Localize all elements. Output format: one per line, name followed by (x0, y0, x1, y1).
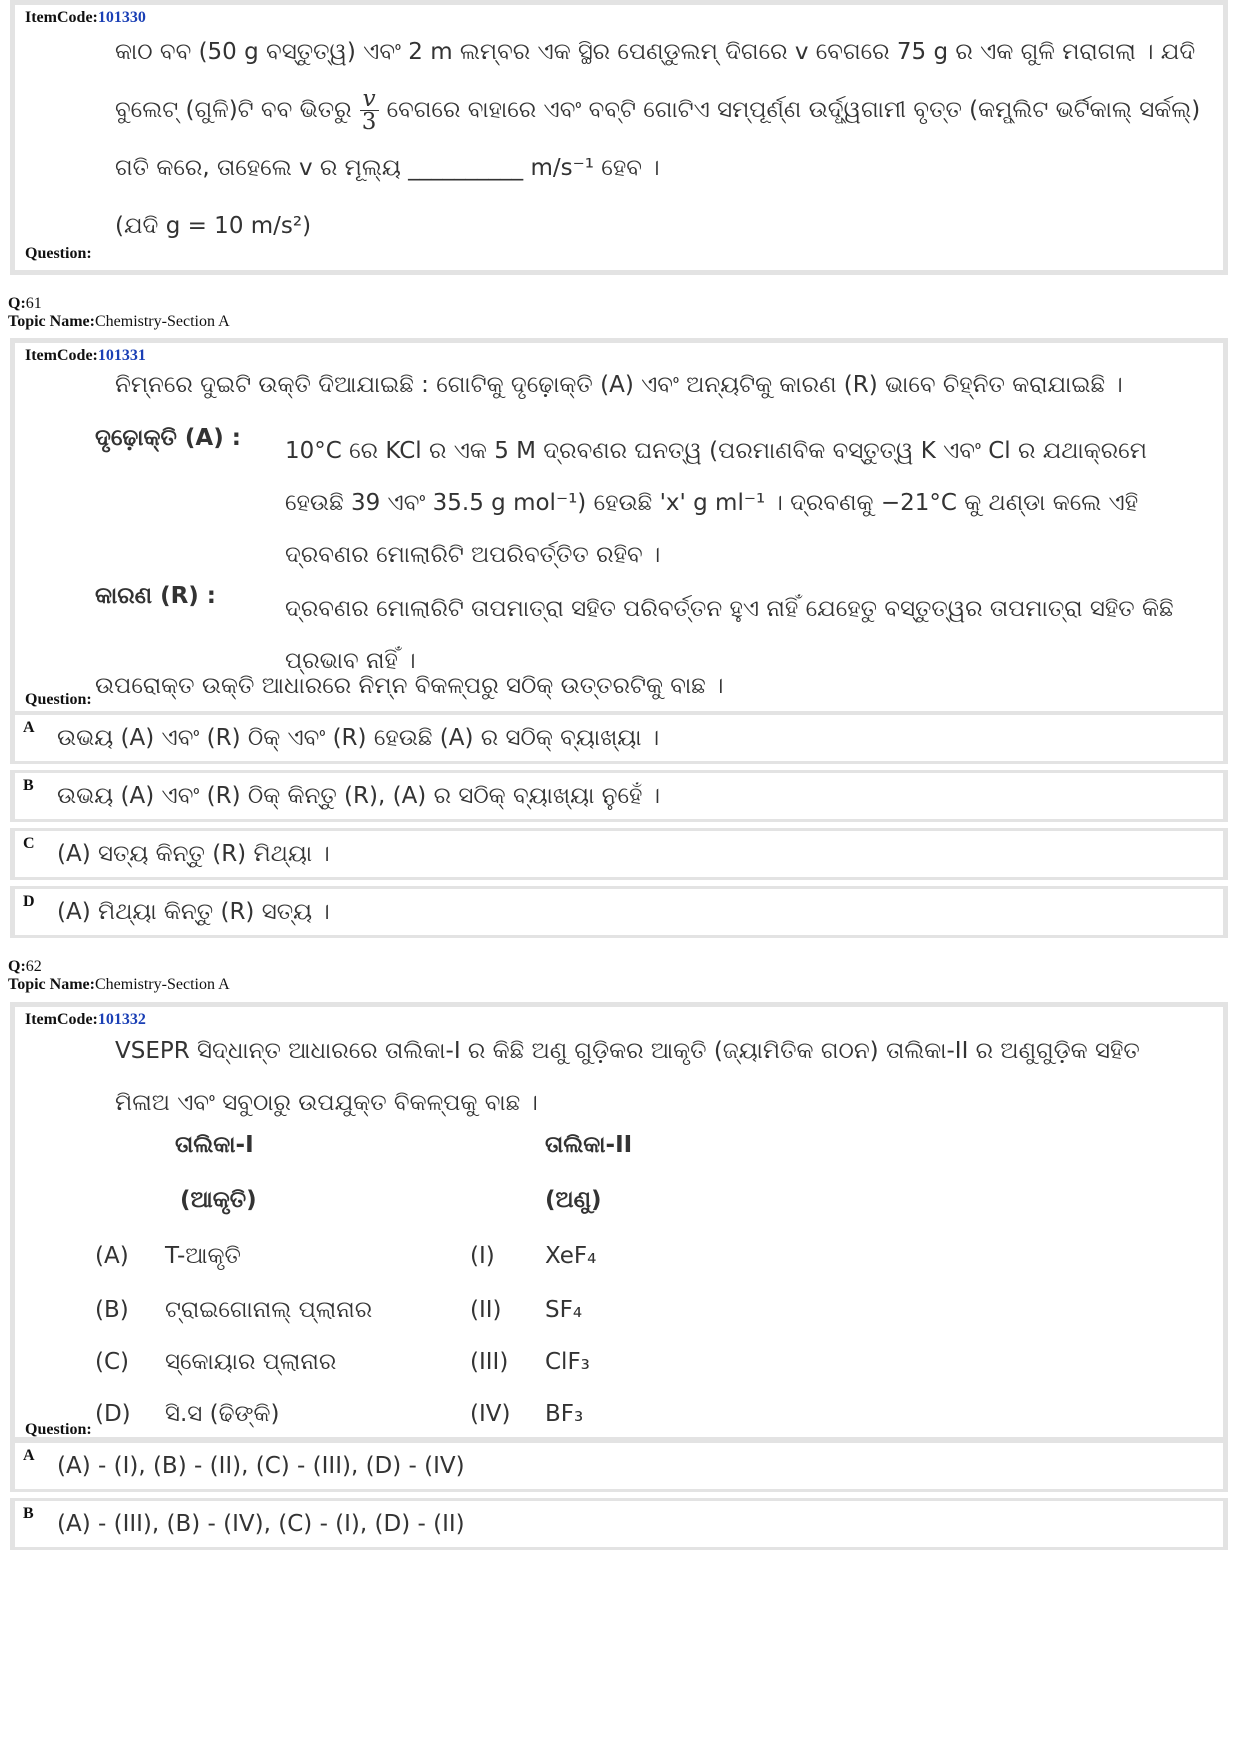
assertion-text: 10°C ରେ KCl ର ଏକ 5 M ଦ୍ରବଣର ଘନତ୍ୱ (ପରମାଣବିକ ବସ୍ତୁତ୍ୱ K ଏବଂ Cl ର ଯଥାକ୍ରମେ ହେଉଛି 39 ଏବଂ 35.5 g mol⁻¹) ହେଉଛି 'x' g ml⁻¹ । ଦ୍ରବଣକୁ −21°C କୁ ଥଣ୍ଡା କଲେ ଏହି ଦ୍ରବଣର ମୋଲାରିଟି ଅପରିବର୍ତ୍ତିତ ରହିବ । (285, 438, 1147, 568)
list1-key: (A) (95, 1243, 129, 1269)
list2-key: (III) (470, 1349, 509, 1375)
question-label: Question: (25, 245, 92, 262)
list1-key: (D) (95, 1401, 131, 1427)
topic-name: Chemistry-Section A (94, 313, 230, 330)
list2-key: (II) (470, 1297, 502, 1323)
intro-line: ନିମ୍ନରେ ଦୁଇଟି ଉକ୍ତି ଦିଆଯାଇଛି : ଗୋଟିକୁ ଦୃଢ଼ୋକ୍ତି (A) ଏବଂ ଅନ୍ୟଟିକୁ କାରଣ (R) ଭାବେ ଚିହ୍ନିତ କରାଯାଇଛି । (115, 372, 1123, 398)
itemcode-line: ItemCode:101331 (25, 347, 146, 364)
question-text (115, 23, 1203, 255)
itemcode-label: ItemCode: (25, 9, 98, 26)
list1-value: ସ୍କୋୟାର ପ୍ଲାନାର (165, 1349, 337, 1375)
list1-title: ତାଲିକା-I (175, 1132, 254, 1158)
itemcode-value: 101330 (97, 9, 146, 26)
itemcode-value: 101332 (97, 1011, 146, 1028)
reason-text: ଦ୍ରବଣର ମୋଲାରିଟି ତାପମାତ୍ରା ସହିତ ପରିବର୍ତ୍ତନ ହୁଏ ନାହିଁ ଯେହେତୁ ବସ୍ତୁତ୍ୱର ତାପମାତ୍ରା ସହିତ କିଛି ପ୍ରଭାବ ନାହିଁ । (285, 596, 1174, 674)
instruction-line: ଉପରୋକ୍ତ ଉକ୍ତି ଆଧାରରେ ନିମ୍ନ ବିକଳ୍ପରୁ ସଠିକ୍ ଉତ୍ତରଟିକୁ ବାଛ । (95, 673, 724, 699)
assertion-label: ଦୃଢ଼ୋକ୍ତି (A) : (95, 425, 241, 451)
list2-value: ClF₃ (545, 1349, 590, 1375)
reason-label: କାରଣ (R) : (95, 583, 217, 609)
list2-subtitle: (ଅଣୁ) (545, 1187, 602, 1213)
list2-value: BF₃ (545, 1401, 584, 1427)
question-label: Question: (25, 691, 92, 708)
list1-key: (B) (95, 1297, 129, 1323)
list2-key: (I) (470, 1243, 495, 1269)
question-line-4: (ଯଦି g = 10 m/s²) (115, 213, 312, 239)
question-block-62 (10, 1002, 1228, 1442)
list1-key: (C) (95, 1349, 130, 1375)
option-b[interactable]: B (A) - (III), (B) - (IV), (C) - (I), (D) - (II) (10, 1498, 1228, 1550)
q62-meta: Q:62 Topic Name:Chemistry-Section A (8, 958, 230, 993)
question-block-60 (10, 0, 1228, 275)
option-c[interactable]: C (A) ସତ୍ୟ କିନ୍ତୁ (R) ମିଥ୍ୟା । (10, 828, 1228, 880)
itemcode-line: ItemCode:101332 (25, 1011, 146, 1028)
question-number: 61 (25, 295, 42, 312)
option-a[interactable]: A ଉଭୟ (A) ଏବଂ (R) ଠିକ୍ ଏବଂ (R) ହେଉଛି (A) ର ସଠିକ୍ ବ୍ୟାଖ୍ୟା । (10, 712, 1228, 764)
question-number: 62 (25, 958, 42, 975)
list2-title: ତାଲିକା-II (545, 1132, 633, 1158)
question-line-3: ଗତି କରେ, ତାହେଲେ v ର ମୂଲ୍ୟ __________ m/s⁻¹ ହେବ । (115, 155, 660, 181)
list1-value: ଟ୍ରାଇଗୋନାଲ୍ ପ୍ଲାନାର (165, 1297, 373, 1323)
question-label: Question: (25, 1421, 92, 1438)
question-text: VSEPR ସିଦ୍ଧାନ୍ତ ଆଧାରରେ ତାଲିକା-I ର କିଛି ଅଣୁ ଗୁଡ଼ିକର ଆକୃତି (ଜ୍ୟାମିତିକ ଗଠନ) ତାଲିକା-II ର ଅଣୁଗୁଡ଼ିକ ସହିତ ମିଳାଅ ଏବଂ ସବୁଠାରୁ ଉପଯୁକ୍ତ ବିକଳ୍ପକୁ ବାଛ । (115, 1038, 1140, 1116)
option-b[interactable]: B ଉଭୟ (A) ଏବଂ (R) ଠିକ୍ କିନ୍ତୁ (R), (A) ର ସଠିକ୍ ବ୍ୟାଖ୍ୟା ନୁହେଁ । (10, 770, 1228, 822)
fraction: v 3 (360, 88, 379, 133)
list2-value: XeF₄ (545, 1243, 597, 1269)
q61-meta: Q:61 Topic Name:Chemistry-Section A (8, 295, 230, 330)
question-line-2: ବୁଲେଟ୍ (ଗୁଳି)ଟି ବବ ଭିତରୁ v 3 ବେଗରେ ବାହାରେ ଏବଂ ବବ୍‌ଟି ଗୋଟିଏ ସମ୍ପୂର୍ଣ୍ଣ ଉର୍ଦ୍ଧ୍ୱଗାମୀ ବୃତ୍ତ (କମ୍ପ୍ଲିଟ ଭର୍ଟିକାଲ୍ ସର୍କଲ୍) (115, 85, 1201, 135)
topic-name: Chemistry-Section A (94, 976, 230, 993)
option-d[interactable]: D (A) ମିଥ୍ୟା କିନ୍ତୁ (R) ସତ୍ୟ । (10, 886, 1228, 938)
list1-value: ସି.ସ (ଢିଙ୍କି) (165, 1401, 280, 1427)
list2-key: (IV) (470, 1401, 511, 1427)
list1-value: T-ଆକୃତି (165, 1243, 241, 1269)
list2-value: SF₄ (545, 1297, 583, 1323)
itemcode-value: 101331 (97, 347, 146, 364)
list1-subtitle: (ଆକୃତି) (180, 1187, 257, 1213)
question-block-61 (10, 338, 1228, 716)
question-line-1: କାଠ ବବ (50 g ବସ୍ତୁତ୍ୱ) ଏବଂ 2 m ଲମ୍ବର ଏକ ସ୍ଥିର ପେଣ୍ଡୁଲମ୍ ଦିଗରେ v ବେଗରେ 75 g ର ଏକ ଗୁଳି ମରାଗଲା । ଯଦି (115, 39, 1196, 65)
option-a[interactable]: A (A) - (I), (B) - (II), (C) - (III), (D) - (IV) (10, 1440, 1228, 1492)
question-text (115, 359, 1203, 411)
